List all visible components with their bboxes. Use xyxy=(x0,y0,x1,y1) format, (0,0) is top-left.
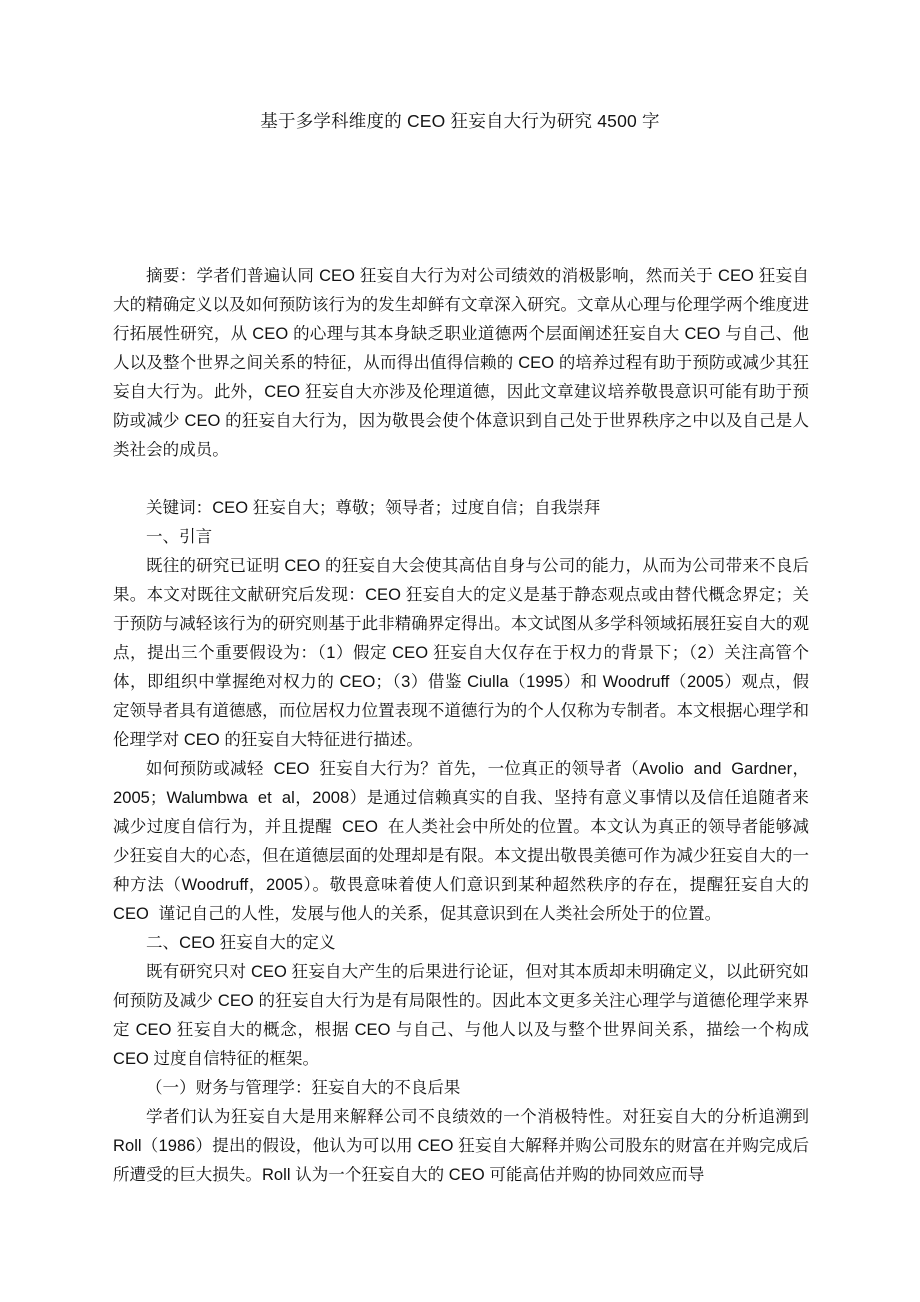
page-title: 基于多学科维度的 CEO 狂妄自大行为研究 4500 字 xyxy=(260,111,660,131)
subsection-one-paragraph: 学者们认为狂妄自大是用来解释公司不良绩效的一个消极特性。对狂妄自大的分析追溯到 Roll（1986）提出的假设，他认为可以用 CEO 狂妄自大解释并购公司股东的财富在并购完成后所遭受的巨大损失。Roll 认为一个狂妄自大的 CEO 可能高估并购的协同效应而导 xyxy=(113,1108,809,1184)
section-two-heading: 二、CEO 狂妄自大的定义 xyxy=(146,934,336,952)
section-one-heading: 一、引言 xyxy=(146,528,213,546)
subsection-one-heading: （一）财务与管理学：狂妄自大的不良后果 xyxy=(146,1079,461,1097)
keywords-line: 关键词：CEO 狂妄自大；尊敬；领导者；过度自信；自我崇拜 xyxy=(146,499,601,517)
abstract-paragraph: 摘要：学者们普遍认同 CEO 狂妄自大行为对公司绩效的消极影响，然而关于 CEO 狂妄自大的精确定义以及如何预防该行为的发生却鲜有文章深入研究。文章从心理与伦理学两个维度进行拓展性研究，从 CEO 的心理与其本身缺乏职业道德两个层面阐述狂妄自大 CEO 与自己、他人以及整个世界之间关系的特征，从而得出值得信赖的 CEO 的培养过程有助于预防或减少其狂妄自大行为。此外，CEO 狂妄自大亦涉及伦理道德，因此文章建议培养敬畏意识可能有助于预防或减少 CEO 的狂妄自大行为，因为敬畏会使个体意识到自己处于世界秩序之中以及自己是人类社会的成员。 xyxy=(113,267,809,459)
document-body xyxy=(113,262,809,1190)
intro-paragraph-2: 如何预防或减轻 CEO 狂妄自大行为？首先，一位真正的领导者（Avolio and Gardner，2005；Walumbwa et al，2008）是通过信赖真实的自我、坚持有意义事情以及信任追随者来减少过度自信行为，并且提醒 CEO 在人类社会中所处的位置。本文认为真正的领导者能够减少狂妄自大的心态，但在道德层面的处理却是有限。本文提出敬畏美德可作为减少狂妄自大的一种方法（Woodruff，2005）。敬畏意味着使人们意识到某种超然秩序的存在，提醒狂妄自大的 CEO 谨记自己的人性，发展与他人的关系，促其意识到在人类社会所处于的位置。 xyxy=(113,760,809,923)
section-two-paragraph: 既有研究只对 CEO 狂妄自大产生的后果进行论证，但对其本质却未明确定义，以此研究如何预防及减少 CEO 的狂妄自大行为是有局限性的。因此本文更多关注心理学与道德伦理学来界定 CEO 狂妄自大的概念，根据 CEO 与自己、与他人以及与整个世界间关系，描绘一个构成 CEO 过度自信特征的框架。 xyxy=(113,963,809,1068)
intro-paragraph-1: 既往的研究已证明 CEO 的狂妄自大会使其高估自身与公司的能力，从而为公司带来不良后果。本文对既往文献研究后发现：CEO 狂妄自大的定义是基于静态观点或由替代概念界定；关于预防与减轻该行为的研究则基于此非精确界定得出。本文试图从多学科领域拓展狂妄自大的观点，提出三个重要假设为：（1）假定 CEO 狂妄自大仅存在于权力的背景下；（2）关注高管个体，即组织中掌握绝对权力的 CEO；（3）借鉴 Ciulla（1995）和 Woodruff（2005）观点，假定领导者具有道德感，而位居权力位置表现不道德行为的个人仅称为专制者。本文根据心理学和伦理学对 CEO 的狂妄自大特征进行描述。 xyxy=(113,557,809,749)
